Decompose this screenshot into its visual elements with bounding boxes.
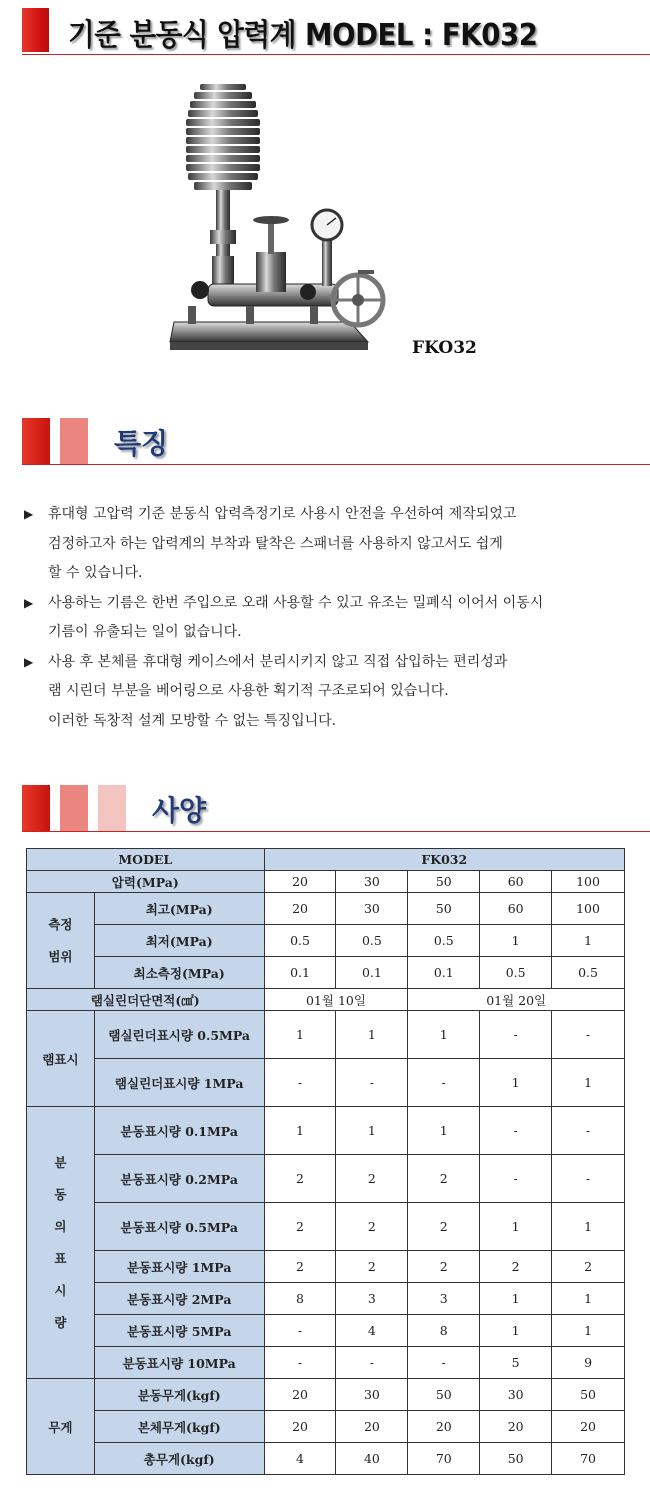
table-cell: 30 xyxy=(336,871,408,893)
row-label: 분동무게(kgf) xyxy=(94,1379,264,1411)
range-label-line: 범위 xyxy=(48,948,73,964)
table-cell: - xyxy=(264,1347,336,1379)
table-row xyxy=(27,871,625,893)
table-cell: 0.1 xyxy=(264,957,336,989)
bullet-icon: ▶ xyxy=(24,507,34,521)
row-label: 총무게(kgf) xyxy=(94,1443,264,1475)
model-label: MODEL xyxy=(27,849,265,871)
table-cell: 40 xyxy=(336,1443,408,1475)
table-cell: - xyxy=(264,1059,336,1107)
feature-item xyxy=(24,648,634,737)
table-cell: 0.5 xyxy=(264,925,336,957)
section-light-pink-block xyxy=(98,785,126,831)
row-label: 램실린더표시량 0.5MPa xyxy=(94,1011,264,1059)
table-cell: 2 xyxy=(552,1251,625,1283)
table-cell: 50 xyxy=(408,893,480,925)
table-cell: 2 xyxy=(408,1251,480,1283)
bullet-icon: ▶ xyxy=(24,654,34,669)
table-cell: 20 xyxy=(264,871,336,893)
weight-stack-icon xyxy=(186,84,260,190)
bullet-icon: ▶ xyxy=(24,595,34,610)
features-heading: 특징 xyxy=(114,427,169,460)
feature-line: 검정하고자 하는 압력계의 부착과 탈착은 스패너를 사용하지 않고서도 쉽게 xyxy=(48,535,503,552)
table-cell: 1 xyxy=(264,1107,336,1155)
table-row xyxy=(27,1379,625,1411)
table-row xyxy=(27,1203,625,1251)
table-cell: 30 xyxy=(336,893,408,925)
table-row xyxy=(27,925,625,957)
table-cell: 1 xyxy=(480,1059,552,1107)
features-section-header xyxy=(22,418,650,466)
page-header xyxy=(22,8,650,56)
row-label: 분동표시량 2MPa xyxy=(94,1283,264,1315)
table-cell: - xyxy=(552,1011,625,1059)
table-cell: 70 xyxy=(408,1443,480,1475)
table-cell: 1 xyxy=(264,1011,336,1059)
table-row xyxy=(27,989,625,1011)
table-cell: 1 xyxy=(480,1315,552,1347)
row-label: 분동표시량 0.2MPa xyxy=(94,1155,264,1203)
header-divider xyxy=(22,54,650,55)
table-cell: 100 xyxy=(552,893,625,925)
section-red-block xyxy=(22,785,50,831)
ram-group-label: 램표시 xyxy=(27,1011,95,1107)
feature-line: 기름이 유출되는 일이 없습니다. xyxy=(48,624,242,640)
product-image xyxy=(160,70,390,360)
table-row xyxy=(27,1107,625,1155)
spec-table xyxy=(26,848,625,1475)
table-cell: - xyxy=(264,1315,336,1347)
table-cell: 20 xyxy=(264,1379,336,1411)
table-row xyxy=(27,1251,625,1283)
table-cell: - xyxy=(552,1107,625,1155)
section-pink-block xyxy=(60,785,88,831)
table-cell: - xyxy=(480,1011,552,1059)
table-row xyxy=(27,1411,625,1443)
table-cell: 60 xyxy=(480,871,552,893)
table-cell: 60 xyxy=(480,893,552,925)
table-cell: 1 xyxy=(408,1107,480,1155)
row-label: 최저(MPa) xyxy=(94,925,264,957)
table-row xyxy=(27,1283,625,1315)
table-cell: 50 xyxy=(552,1379,625,1411)
table-cell: - xyxy=(408,1059,480,1107)
table-row xyxy=(27,1347,625,1379)
group-label-char: 분 xyxy=(54,1154,67,1170)
table-cell: 2 xyxy=(408,1155,480,1203)
table-cell: 20 xyxy=(264,893,336,925)
specs-heading: 사양 xyxy=(152,794,207,827)
table-cell: 0.5 xyxy=(552,957,625,989)
table-row xyxy=(27,1315,625,1347)
row-label: 최고(MPa) xyxy=(94,893,264,925)
product-caption: FKO32 xyxy=(412,338,477,358)
specs-section-header xyxy=(22,785,650,833)
feature-line: 할 수 있습니다. xyxy=(48,565,143,581)
section-red-block xyxy=(22,418,50,464)
table-row xyxy=(27,957,625,989)
section-divider xyxy=(22,464,650,465)
table-cell: 30 xyxy=(480,1379,552,1411)
table-cell: 50 xyxy=(408,1379,480,1411)
section-pink-block xyxy=(60,418,88,464)
table-cell: 20 xyxy=(480,1411,552,1443)
table-cell: 1 xyxy=(552,1283,625,1315)
row-label: 분동표시량 0.1MPa xyxy=(94,1107,264,1155)
table-cell: 5 xyxy=(480,1347,552,1379)
table-cell: 0.1 xyxy=(408,957,480,989)
feature-line: 휴대형 고압력 기준 분동식 압력측정기로 사용시 안전을 우선하여 제작되었고 xyxy=(48,506,517,522)
table-cell: 3 xyxy=(336,1283,408,1315)
table-cell: 1 xyxy=(336,1107,408,1155)
table-row xyxy=(27,849,625,871)
table-cell: 9 xyxy=(552,1347,625,1379)
table-cell: 50 xyxy=(408,871,480,893)
weight-group-label: 무게 xyxy=(27,1379,95,1475)
table-cell: 1 xyxy=(408,1011,480,1059)
section-divider xyxy=(22,831,650,832)
table-cell: 2 xyxy=(264,1251,336,1283)
table-cell: 2 xyxy=(480,1251,552,1283)
table-cell: 1 xyxy=(552,1203,625,1251)
table-cell: 0.1 xyxy=(336,957,408,989)
feature-line: 사용하는 기름은 한번 주입으로 오래 사용할 수 있고 유조는 밀폐식 이어서 이동시 xyxy=(48,594,544,611)
header-red-block xyxy=(22,8,49,52)
table-cell: 2 xyxy=(264,1155,336,1203)
table-cell: - xyxy=(336,1347,408,1379)
table-cell: 01월 20일 xyxy=(408,989,625,1011)
table-cell: 2 xyxy=(408,1203,480,1251)
table-cell: - xyxy=(552,1155,625,1203)
row-label: 분동표시량 1MPa xyxy=(94,1251,264,1283)
feature-line: 사용 후 본체를 휴대형 케이스에서 분리시키지 않고 직접 삽입하는 편리성과 xyxy=(48,653,508,670)
features-list xyxy=(24,500,634,736)
table-cell: 20 xyxy=(552,1411,625,1443)
table-cell: 1 xyxy=(480,925,552,957)
table-cell: 8 xyxy=(264,1283,336,1315)
page-title: 기준 분동식 압력계 MODEL : FK032 xyxy=(68,18,538,53)
table-cell: 0.5 xyxy=(480,957,552,989)
table-cell: 100 xyxy=(552,871,625,893)
group-label-char: 동 xyxy=(54,1186,67,1202)
table-cell: - xyxy=(480,1155,552,1203)
table-cell: 20 xyxy=(336,1411,408,1443)
table-cell: 1 xyxy=(480,1203,552,1251)
table-cell: 1 xyxy=(552,1059,625,1107)
table-cell: 2 xyxy=(336,1251,408,1283)
model-value: FK032 xyxy=(264,849,624,871)
group-label-char: 의 xyxy=(54,1218,67,1234)
range-group-label xyxy=(27,893,95,989)
table-cell: 2 xyxy=(336,1155,408,1203)
pressure-label: 압력(MPa) xyxy=(27,871,265,893)
table-cell: 1 xyxy=(552,1315,625,1347)
table-cell: 1 xyxy=(552,925,625,957)
table-row xyxy=(27,1155,625,1203)
table-row xyxy=(27,1059,625,1107)
feature-item xyxy=(24,589,634,648)
table-cell: 4 xyxy=(336,1315,408,1347)
table-cell: - xyxy=(408,1347,480,1379)
table-cell: 1 xyxy=(480,1283,552,1315)
table-row xyxy=(27,893,625,925)
feature-item xyxy=(24,500,634,589)
table-cell: 2 xyxy=(336,1203,408,1251)
weight-display-group-label xyxy=(27,1107,95,1379)
table-cell: 0.5 xyxy=(408,925,480,957)
table-cell: 8 xyxy=(408,1315,480,1347)
row-label: 분동표시량 5MPa xyxy=(94,1315,264,1347)
area-label: 램실린더단면적(㎠) xyxy=(27,989,265,1011)
table-cell: 0.5 xyxy=(336,925,408,957)
range-label-line: 측정 xyxy=(48,916,73,932)
table-row xyxy=(27,1443,625,1475)
table-cell: - xyxy=(480,1107,552,1155)
feature-line: 이러한 독창적 설계 모방할 수 없는 특징입니다. xyxy=(48,712,337,729)
table-cell: 20 xyxy=(264,1411,336,1443)
table-cell: 2 xyxy=(264,1203,336,1251)
row-label: 최소측정(MPa) xyxy=(94,957,264,989)
row-label: 램실린더표시량 1MPa xyxy=(94,1059,264,1107)
row-label: 본체무게(kgf) xyxy=(94,1411,264,1443)
table-cell: 30 xyxy=(336,1379,408,1411)
table-cell: 70 xyxy=(552,1443,625,1475)
table-row xyxy=(27,1011,625,1059)
group-label-char: 량 xyxy=(54,1314,67,1330)
row-label: 분동표시량 10MPa xyxy=(94,1347,264,1379)
row-label: 분동표시량 0.5MPa xyxy=(94,1203,264,1251)
table-cell: 01월 10일 xyxy=(264,989,408,1011)
table-cell: 50 xyxy=(480,1443,552,1475)
group-label-char: 표 xyxy=(54,1250,67,1266)
feature-line: 램 시린더 부분을 베어링으로 사용한 획기적 구조로되어 있습니다. xyxy=(48,683,449,699)
group-label-char: 시 xyxy=(54,1282,67,1298)
table-cell: - xyxy=(336,1059,408,1107)
table-cell: 20 xyxy=(408,1411,480,1443)
table-cell: 1 xyxy=(336,1011,408,1059)
table-cell: 3 xyxy=(408,1283,480,1315)
hand-wheel-icon xyxy=(333,270,383,325)
table-cell: 4 xyxy=(264,1443,336,1475)
